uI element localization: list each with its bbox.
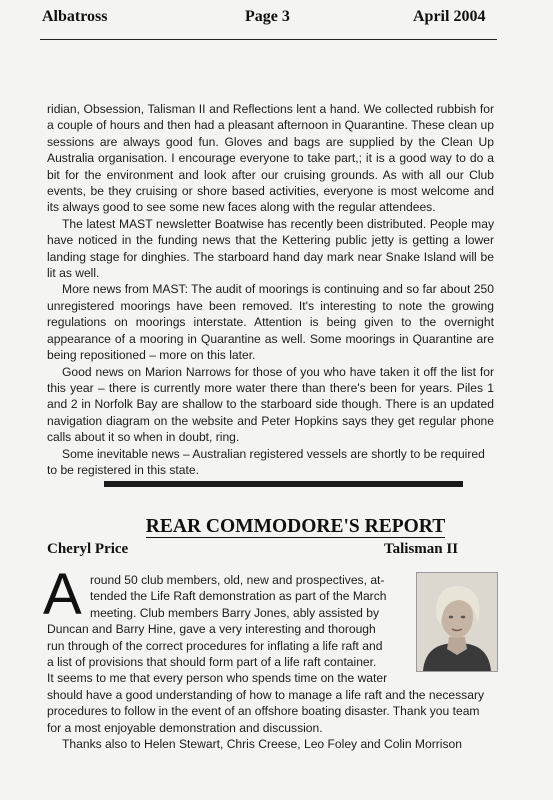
paragraph: The latest MAST newsletter Boatwise has recently been distributed. People may have noticed in the funding news that the Kettering public jetty is getting a lower landing stage for dinghies. The starboard hand day mark near Snake Island will be lit as well. [47, 216, 494, 281]
report-line: It seems to me that every person who spends time on the water [47, 671, 388, 686]
page-number: Page 3 [245, 8, 290, 25]
report-author: Cheryl Price [47, 541, 129, 557]
report-line: round 50 club members, old, new and prospectives, at- [90, 573, 385, 587]
report-line: for a most enjoyable demonstration and discussion. [47, 720, 323, 735]
author-boat: Talisman II [384, 541, 459, 557]
report-body [47, 572, 494, 752]
issue-date: April 2004 [413, 8, 486, 25]
report-line: a list of provisions that should form part of a life raft container. [47, 655, 377, 670]
section-divider [104, 481, 463, 487]
report-line: tended the Life Raft demonstration as part of the March [90, 589, 387, 604]
section-title [0, 516, 553, 538]
article-continued [47, 101, 494, 478]
paragraph: More news from MAST: The audit of moorings is continuing and so far about 250 unregistered moorings have been removed. It's interesting to note the growing regulations on moorings interstate. Attention is being given to the overnight appearance of a mooring in Quarantine as well. Some moorings in Quarantine are being repositioned – more on this later. [47, 282, 494, 363]
newsletter-name: Albatross [42, 8, 108, 25]
paragraph: Some inevitable news – Australian registered vessels are shortly to be required to be registered in this state. [47, 446, 485, 477]
report-line: Thanks also to Helen Stewart, Chris Creese, Leo Foley and Colin Morrison [62, 737, 462, 752]
report-line: meeting. Club members Barry Jones, ably assisted by [90, 605, 380, 620]
drop-cap: A [43, 562, 82, 627]
report-line: run through of the correct procedures for inflating a life raft and [47, 638, 383, 653]
paragraph: Good news on Marion Narrows for those of you who have taken it off the list for this year – there is currently more water there than there's been for years. Piles 1 and 2 in Norfolk Bay are shallow to the starboard side though. There is an updated navigation diagram on the website and Peter Hopkins says they get regular phone calls about it so when in doubt, ring. [47, 364, 494, 445]
header-rule [40, 39, 497, 40]
section-title-text: REAR COMMODORE'S REPORT [145, 516, 446, 537]
paragraph: ridian, Obsession, Talisman II and Reflections lent a hand. We collected rubbish for a couple of hours and then had a pleasant afternoon in Quarantine. These clean up sessions are always good fun. Gloves and bags are supplied by the Clean Up Australia organisation. I encourage everyone to take part,; it is a good way to do a bit for the environment and look after our cruising grounds. As with all our Club events, be they cruising or shore based activities, everyone is most welcome and its always good to see some new faces along with the regular attendees. [47, 102, 494, 215]
report-line: procedures to follow in the event of an offshore boating disaster. Thank you team [47, 704, 480, 719]
report-line: should have a good understanding of how to manage a life raft and the necessary [47, 687, 485, 702]
report-line: Duncan and Barry Hine, gave a very interesting and thorough [47, 622, 376, 637]
